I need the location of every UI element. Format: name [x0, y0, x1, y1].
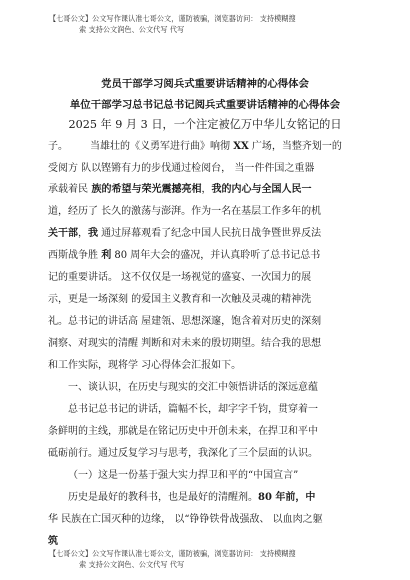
body-text: 通过屏幕观看了纪念中国人民抗日战争暨世界反法: [98, 228, 322, 239]
body-line-11: 洞察、对现实的清醒 判断和对未来的殷切期望。结合我的思想: [48, 338, 322, 349]
body-text: ，: [78, 228, 88, 239]
body-line-10: 礼。总书记的讲话高 屋建瓴、思想深邃，饱含着对历史的深刻: [48, 316, 322, 327]
body-line-3: 受阅方 队以铿锵有力的步伐通过检阅台， 当一件件国之重器: [48, 163, 315, 174]
body-text-bold: 我的内心与全国人民一: [211, 184, 312, 195]
body-line-8: 记的重要讲话。 这不仅仅是一场视觉的盛宴、一次国力的展: [48, 272, 312, 283]
body-line-9: 示，更是一场深刻 的爱国主义教育和一次触及灵魂的精神洗: [48, 294, 312, 305]
subsection-heading-1: （一）这是一份基于强大实力捍卫和平的“中国宣言”: [68, 470, 299, 481]
document-subtitle: 单位干部学习总书记总书记阅兵式重要讲话精神的心得体会: [69, 99, 341, 111]
body-line-20: 筑: [48, 536, 58, 547]
body-text-bold: 关干部: [48, 228, 78, 239]
body-text: ，: [201, 184, 212, 195]
body-text-bold: 族的希望与荣光震撼亮相: [88, 184, 202, 195]
body-line-19: 华 民族在亡国灭种的边缘， 以“铮铮铁骨战强敌、 以血肉之躯: [48, 514, 323, 525]
document-title: 党员干部学习阅兵式重要讲话精神的心得体会: [101, 78, 309, 90]
body-text: 承载着民: [48, 184, 88, 195]
body-text-bold: 80 年前，中: [258, 492, 316, 503]
header-note-line-2: 索 支持公文润色、公文代写 代写: [79, 25, 185, 34]
footer-note-line-2: 索 支持公文润色、公文代写 代写: [79, 560, 185, 569]
body-text: 子。: [48, 141, 68, 152]
body-line-16: 砥砺前行。通过反复学习与思考，我深化了三个层面的认识。: [48, 448, 318, 459]
footer-note-line-1: 【七哥公文】公文写作课认准七哥公文，谨防被骗，浏览器访问： 支持模糊搜: [49, 549, 296, 558]
header-note-line-1: 【七哥公文】公文写作课认准七哥公文，谨防被骗，浏览器访问： 支持模糊搜: [49, 14, 296, 23]
body-line-4: [48, 183, 364, 197]
section-heading-1: 一、谈认识，在历史与现实的交汇中领悟讲话的深远意蕴: [68, 382, 318, 393]
body-line-15: 条鲜明的主线，那就是在铭记历史中开创未来，在捍卫和平中: [48, 426, 318, 437]
body-line-6: [48, 227, 364, 241]
body-line-1: 2025 年 9 月 3 日，一个注定被亿万中华儿女铭记的日: [68, 118, 342, 131]
body-line-5: 道，经历了 长久的激荡与澎湃。作为一名在基层工作多年的机: [48, 206, 322, 217]
body-text: 当雄壮的《义勇军进行曲》响彻: [90, 141, 234, 152]
body-text: 西斯战争胜: [48, 250, 102, 261]
body-line-18: [68, 491, 384, 505]
footer-watermark-note: [49, 548, 379, 570]
body-text-bold: 利: [101, 250, 112, 261]
body-line-12: 和工作实际，现将学 习心得体会汇报如下。: [48, 360, 242, 371]
body-text: 历史是最好的教科书，也是最好的清醒剂。: [68, 492, 258, 503]
body-text: 广场，当整齐划一的: [248, 141, 342, 152]
body-line-2: [48, 140, 364, 154]
body-text-bold: 我: [88, 228, 98, 239]
body-text-bold: XX: [233, 141, 249, 152]
body-text: 80 周年大会的盛况，并认真聆听了总书记总书: [111, 250, 321, 261]
body-line-14: 总书记总书记的讲话，篇幅不长，却字字千钧，贯穿着一: [68, 404, 318, 415]
body-line-7: [48, 249, 364, 263]
header-watermark-note: [49, 13, 379, 35]
